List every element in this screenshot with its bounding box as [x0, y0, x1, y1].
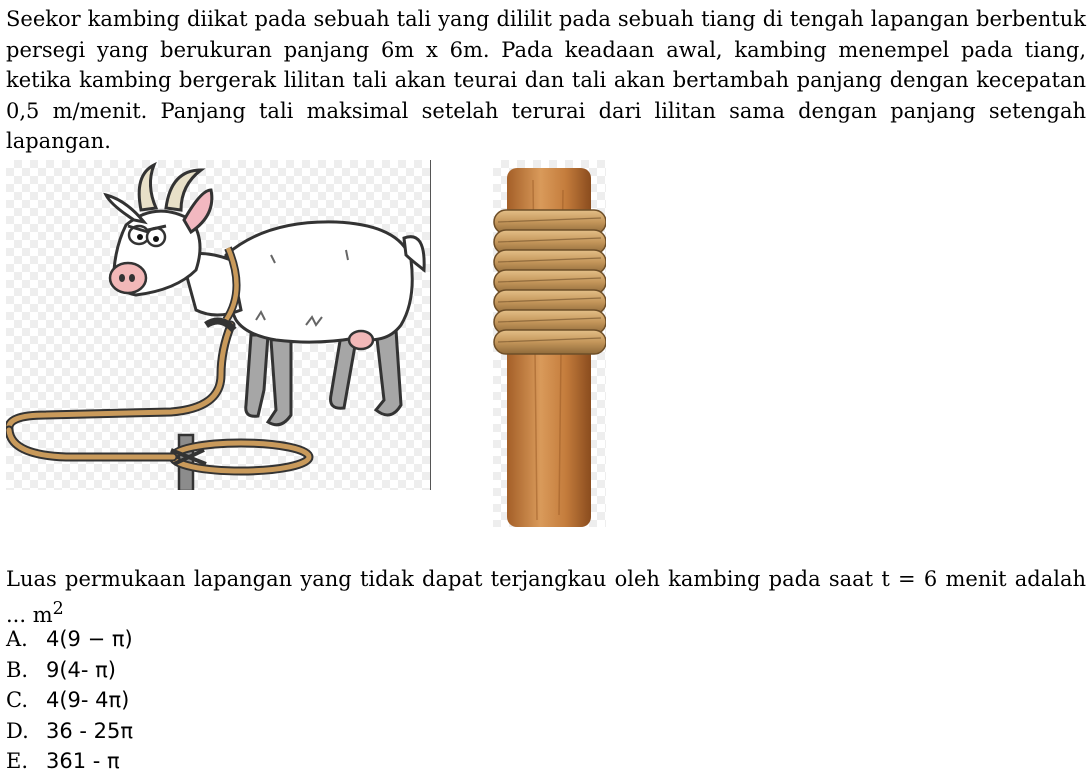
question-text: Luas permukaan lapangan yang tidak dapat terjangkau oleh kambing pada saat t = 6 menit adalah ... $m^2$	[6, 567, 1086, 627]
goat-leg-front-back	[246, 335, 268, 416]
goat-nostril-left	[119, 274, 125, 282]
rope-coils	[494, 210, 606, 354]
goat-horn-left	[139, 165, 156, 210]
goat-leg-front	[268, 338, 291, 425]
goat-drawing	[6, 160, 430, 490]
goat-pupil-right	[153, 236, 159, 242]
option-c[interactable]	[6, 685, 133, 716]
option-e[interactable]	[6, 746, 133, 777]
goat-snout	[110, 263, 146, 293]
option-expression: 361 - π	[46, 749, 120, 773]
unit-exponent: 2	[52, 599, 64, 619]
option-expression: 9(4- π)	[46, 657, 117, 682]
goat-body	[225, 222, 413, 342]
goat-pupil-left	[137, 234, 143, 240]
option-expression: 36 - 25π	[46, 718, 134, 743]
option-letter: B.	[6, 657, 29, 682]
option-a[interactable]	[6, 624, 133, 655]
pole-illustration	[493, 160, 606, 527]
goat-ear-right	[184, 190, 212, 232]
answer-options	[6, 624, 133, 777]
option-d[interactable]	[6, 716, 133, 747]
option-letter: D.	[6, 718, 29, 743]
pole-drawing	[493, 160, 606, 527]
goat-udder	[349, 331, 373, 349]
rope	[9, 325, 231, 430]
problem-intro: Seekor kambing diikat pada sebuah tali yang dililit pada sebuah tiang di tengah lapangan berbentuk persegi yang berukuran panjang 6m x 6m. Pada keadaan awal, kambing menempel pada tiang, ketika kambing bergerak lilitan tali akan teurai dan tali akan bertambah panjang dengan kecepatan 0,5 m/menit. Panjang tali maksimal setelah terurai dari lilitan sama dengan panjang setengah lapangan.	[6, 7, 1086, 153]
goat-nostril-right	[129, 274, 135, 282]
option-letter: C.	[6, 688, 28, 712]
option-letter: A.	[6, 627, 28, 651]
option-expression: 4(9- 4π)	[46, 688, 130, 712]
option-b[interactable]	[6, 655, 133, 686]
option-letter: E.	[6, 749, 29, 773]
option-expression: 4(9 − π)	[46, 627, 133, 651]
collar-knot	[206, 321, 234, 330]
goat-illustration	[6, 160, 431, 490]
goat-leg-rear	[376, 330, 401, 415]
